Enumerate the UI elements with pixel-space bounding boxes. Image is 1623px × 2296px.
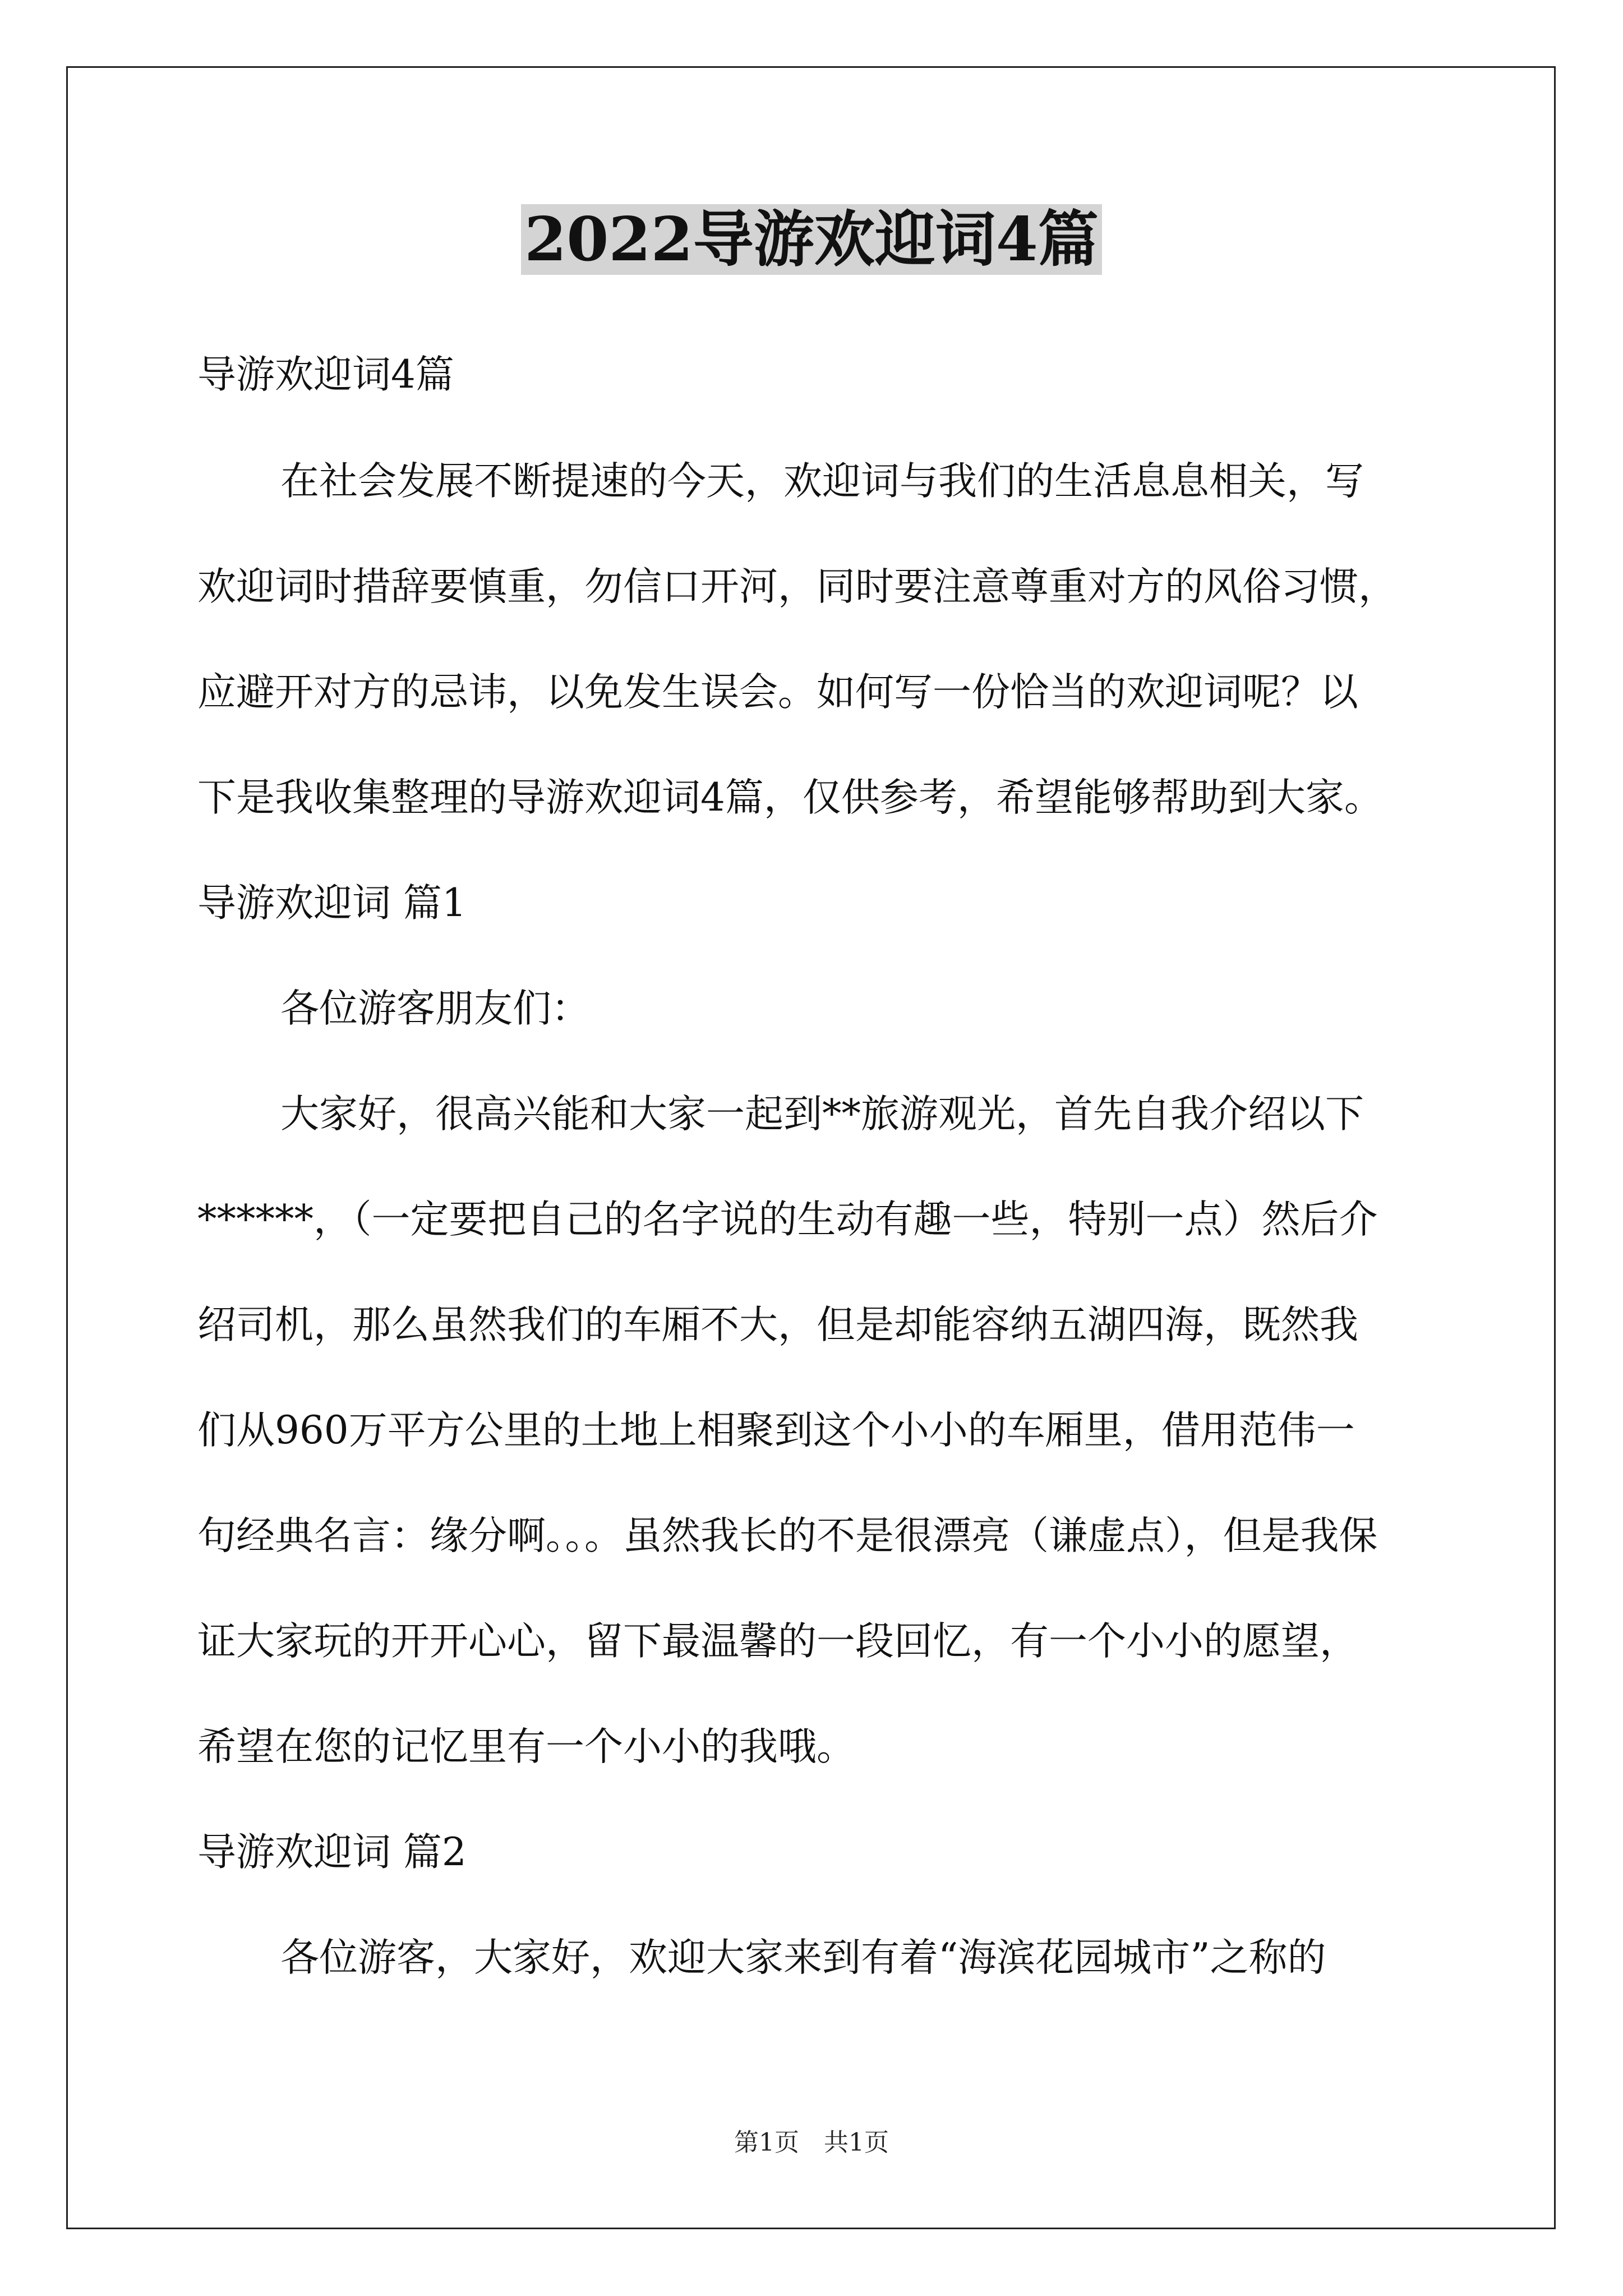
page-footer <box>0 2126 1623 2160</box>
intro-line-2: 欢迎词时措辞要慎重，勿信口开河，同时要注意尊重对方的风俗习惯， <box>197 564 1397 609</box>
document-title <box>0 197 1623 282</box>
page-current: 第1页 <box>734 2128 799 2157</box>
section-1-line-1: 大家好，很高兴能和大家一起到**旅游观光，首先自我介绍以下 <box>280 1092 1364 1137</box>
intro-line-1: 在社会发展不断提速的今天，欢迎词与我们的生活息息相关，写 <box>280 459 1364 504</box>
section-1-line-2: ******，（一定要把自己的名字说的生动有趣一些，特别一点）然后介 <box>197 1197 1378 1242</box>
section-2-line-1: 各位游客，大家好，欢迎大家来到有着“海滨花园城市”之称的 <box>280 1935 1326 1980</box>
intro-line-4: 下是我收集整理的导游欢迎词4篇，仅供参考，希望能够帮助到大家。 <box>197 775 1383 820</box>
section-1-line-6: 证大家玩的开开心心，留下最温馨的一段回忆，有一个小小的愿望， <box>197 1619 1358 1664</box>
section-1-line-5: 句经典名言：缘分啊。。。虽然我长的不是很漂亮（谦虚点），但是我保 <box>197 1513 1378 1558</box>
section-1-heading: 导游欢迎词 篇1 <box>197 881 467 926</box>
section-1-greeting: 各位游客朋友们： <box>280 986 590 1031</box>
page-total: 共1页 <box>824 2128 889 2157</box>
document-subtitle: 导游欢迎词4篇 <box>197 352 454 397</box>
section-1-line-7: 希望在您的记忆里有一个小小的我哦。 <box>197 1724 855 1769</box>
section-1-line-4: 们从960万平方公里的土地上相聚到这个小小的车厢里，借用范伟一 <box>197 1408 1355 1453</box>
intro-line-3: 应避开对方的忌讳，以免发生误会。如何写一份恰当的欢迎词呢？以 <box>197 670 1358 715</box>
document-title-text: 2022导游欢迎词4篇 <box>521 204 1102 275</box>
section-1-line-3: 绍司机，那么虽然我们的车厢不大，但是却能容纳五湖四海，既然我 <box>197 1303 1358 1347</box>
section-2-heading: 导游欢迎词 篇2 <box>197 1830 467 1875</box>
